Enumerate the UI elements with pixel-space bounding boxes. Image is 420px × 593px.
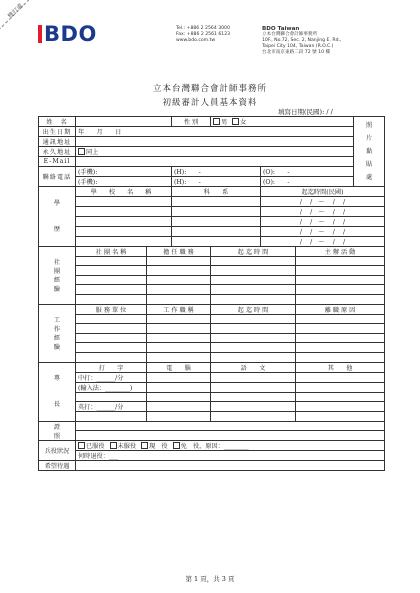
female-checkbox[interactable]: [232, 118, 239, 125]
club-cell[interactable]: [76, 285, 147, 295]
club-role-header: 擔 任 職 務: [147, 246, 211, 256]
work-period-header: 起 迄 時 間: [211, 304, 296, 314]
office-line: 10F., No.72, Sec. 2, Nanjing E. Rd.,: [262, 38, 342, 43]
club-cell[interactable]: [76, 294, 147, 304]
work-cell[interactable]: [76, 314, 147, 324]
skill-cell[interactable]: [296, 372, 385, 382]
license-char: 證: [53, 423, 61, 431]
mail-address-label: 通訊地址: [39, 137, 76, 147]
school-field[interactable]: [76, 196, 172, 206]
office-line: 立本台灣聯合會計師事務所: [262, 32, 318, 37]
female-label: 女: [240, 119, 247, 126]
skill-cell[interactable]: [76, 412, 147, 422]
office-name: BDO Taiwan: [262, 26, 300, 32]
chinese-typing-field[interactable]: 中打：______/分: [76, 372, 147, 382]
skill-cell[interactable]: [211, 392, 296, 402]
expected-salary-label: 希望待遇: [39, 460, 76, 470]
skill-cell[interactable]: [147, 372, 211, 382]
work-cell[interactable]: [296, 333, 385, 343]
department-field[interactable]: [172, 196, 261, 206]
email-label: E-Mail: [39, 157, 76, 167]
served-checkbox[interactable]: [78, 442, 85, 449]
department-header: 科 系: [172, 186, 261, 196]
photo-char: 黏: [365, 147, 373, 155]
contact-info: [176, 26, 230, 44]
photo-char: 片: [365, 134, 373, 142]
club-period-header: 起 迄 時 間: [211, 246, 296, 256]
leave-reason-header: 離 職 原 因: [296, 304, 385, 314]
club-cell[interactable]: [147, 256, 211, 266]
club-cell[interactable]: [296, 285, 385, 295]
gender-label: 性 別: [172, 117, 211, 127]
department-field[interactable]: [172, 216, 261, 226]
skill-cell[interactable]: [147, 402, 211, 412]
education-char: 歷: [53, 225, 61, 233]
mail-address-field[interactable]: [76, 137, 354, 147]
club-cell[interactable]: [211, 294, 296, 304]
employer-header: 服 務 單 位: [76, 304, 147, 314]
club-cell[interactable]: [76, 275, 147, 285]
club-label: [39, 246, 76, 304]
work-cell[interactable]: [211, 333, 296, 343]
photo-char: 照: [365, 121, 373, 129]
expected-salary-field[interactable]: [76, 460, 385, 470]
skill-cell[interactable]: [76, 392, 147, 402]
computer-header: 電 腦: [147, 362, 211, 372]
logo-mark: [38, 25, 42, 43]
photo-char: 處: [365, 173, 373, 181]
work-cell[interactable]: [147, 324, 211, 334]
club-cell[interactable]: [76, 256, 147, 266]
fill-date: 填寫日期(民國): / /: [278, 108, 333, 116]
club-cell[interactable]: [147, 275, 211, 285]
name-label: 姓 名: [39, 117, 76, 127]
personal-data-form: [38, 116, 385, 471]
tel: Tel.: +886 2 2564 3000: [176, 26, 230, 31]
school-field[interactable]: [76, 236, 172, 246]
period-field[interactable]: / / ～ / /: [261, 236, 385, 246]
office-phone-field[interactable]: (O): -: [261, 166, 354, 176]
exempt-label: 免 役，原因：________: [180, 442, 249, 450]
skill-cell[interactable]: [147, 392, 211, 402]
department-field[interactable]: [172, 206, 261, 216]
club-cell[interactable]: [76, 266, 147, 276]
club-name-header: 社 團 名 稱: [76, 246, 147, 256]
corner-label: 雙打處: [6, 2, 25, 21]
club-char: 團: [53, 268, 61, 276]
birth-label: 出生日期: [39, 127, 76, 137]
work-cell[interactable]: [211, 324, 296, 334]
military-options: [76, 440, 385, 450]
club-cell[interactable]: [147, 285, 211, 295]
same-checkbox[interactable]: [78, 148, 85, 155]
photo-area[interactable]: [354, 117, 385, 187]
work-cell[interactable]: [211, 314, 296, 324]
period-field[interactable]: / / ～ / /: [261, 206, 385, 216]
phone-label: 聯絡電話: [39, 166, 76, 186]
club-cell[interactable]: [147, 294, 211, 304]
not-served-label: 未服役: [117, 442, 137, 450]
skills-label: [39, 362, 76, 421]
mobile-field[interactable]: (手機):: [76, 176, 172, 186]
work-char: 工: [53, 317, 61, 325]
male-checkbox[interactable]: [213, 118, 220, 125]
english-typing-field[interactable]: 英打：______/分: [76, 402, 147, 412]
website: www.bdo.com.tw: [176, 38, 216, 43]
page-title: 立本台灣聯合會計師事務所: [152, 84, 267, 94]
birth-field[interactable]: 年 月 日: [76, 127, 354, 137]
typing-header: 打 字: [76, 362, 147, 372]
license-char: 照: [53, 432, 61, 440]
skill-cell[interactable]: [147, 382, 211, 392]
school-field[interactable]: [76, 216, 172, 226]
club-cell[interactable]: [296, 266, 385, 276]
served-label: 已服役: [86, 442, 105, 450]
skill-cell[interactable]: [211, 402, 296, 412]
club-cell[interactable]: [211, 256, 296, 266]
office-line: 台北市南京東路二段 72 號 10 樓: [262, 50, 331, 55]
other-header: 其 他: [296, 362, 385, 372]
name-field[interactable]: [76, 117, 172, 127]
work-char: 經: [53, 335, 61, 343]
mobile-field[interactable]: (手機):: [76, 166, 172, 176]
page-footer: 第 1 頁，共 3 頁: [185, 575, 235, 583]
club-cell[interactable]: [211, 285, 296, 295]
work-cell[interactable]: [296, 324, 385, 334]
work-cell[interactable]: [147, 343, 211, 353]
work-cell[interactable]: [76, 352, 147, 362]
education-char: 學: [53, 199, 61, 207]
club-cell[interactable]: [296, 256, 385, 266]
work-cell[interactable]: [147, 352, 211, 362]
work-cell[interactable]: [296, 352, 385, 362]
job-title-header: 工 作 職 稱: [147, 304, 211, 314]
skills-char: 專: [53, 375, 61, 383]
club-cell[interactable]: [296, 294, 385, 304]
club-activity-header: 主 辦 活 動: [296, 246, 385, 256]
logo-text: BDO: [44, 22, 97, 46]
input-method-field[interactable]: (輸入法：________): [76, 382, 147, 392]
work-cell[interactable]: [296, 343, 385, 353]
period-field[interactable]: / / ～ / /: [261, 226, 385, 236]
home-phone-field[interactable]: (H): -: [172, 166, 261, 176]
school-header: 學 校 名 稱: [76, 186, 172, 196]
work-cell[interactable]: [211, 343, 296, 353]
skill-cell[interactable]: [296, 392, 385, 402]
email-field[interactable]: [76, 157, 354, 167]
school-field[interactable]: [76, 226, 172, 236]
language-header: 語 文: [211, 362, 296, 372]
period-field[interactable]: / / ～ / /: [261, 196, 385, 206]
club-cell[interactable]: [296, 275, 385, 285]
license-label: [39, 421, 76, 440]
work-cell[interactable]: [76, 343, 147, 353]
work-cell[interactable]: [76, 333, 147, 343]
work-cell[interactable]: [211, 352, 296, 362]
home-phone-field[interactable]: (H): -: [172, 176, 261, 186]
male-label: 男: [221, 119, 228, 126]
period-header: 起迄時間(民國): [261, 186, 385, 196]
discharge-field[interactable]: 何時退役：___: [76, 450, 385, 460]
department-field[interactable]: [172, 226, 261, 236]
skill-cell[interactable]: [211, 382, 296, 392]
work-char: 驗: [53, 344, 61, 352]
active-label: 現 役: [149, 442, 168, 450]
club-cell[interactable]: [211, 266, 296, 276]
office-info: [262, 26, 341, 56]
skills-char: 長: [53, 401, 61, 409]
photo-char: 貼: [365, 160, 373, 168]
permanent-address-field[interactable]: [76, 147, 354, 157]
work-cell[interactable]: [147, 333, 211, 343]
club-cell[interactable]: [211, 275, 296, 285]
skill-cell[interactable]: [211, 372, 296, 382]
club-cell[interactable]: [147, 266, 211, 276]
work-label: [39, 304, 76, 362]
club-char: 社: [53, 259, 61, 267]
active-checkbox[interactable]: [141, 442, 148, 449]
work-cell[interactable]: [296, 314, 385, 324]
period-field[interactable]: / / ～ / /: [261, 216, 385, 226]
exempt-checkbox[interactable]: [173, 442, 180, 449]
license-field[interactable]: [76, 431, 385, 441]
department-field[interactable]: [172, 236, 261, 246]
club-char: 驗: [53, 286, 61, 294]
skill-cell[interactable]: [296, 382, 385, 392]
education-label: [39, 186, 76, 246]
license-field[interactable]: [76, 421, 385, 431]
same-label: 同上: [86, 149, 99, 156]
skill-cell[interactable]: [211, 412, 296, 422]
office-line: Taipei City 104, Taiwan (R.O.C.): [262, 44, 334, 49]
work-cell[interactable]: [147, 314, 211, 324]
military-label: 兵役狀況: [39, 440, 76, 460]
bdo-logo: [38, 22, 97, 46]
permanent-address-label: 永久地址: [39, 147, 76, 157]
fax: Fax: +886 2 2561 6123: [176, 32, 231, 37]
work-char: 作: [53, 326, 61, 334]
skill-cell[interactable]: [147, 412, 211, 422]
gender-options: [211, 117, 354, 127]
form-subtitle: 初級審計人員基本資料: [162, 98, 258, 108]
skill-cell[interactable]: [296, 412, 385, 422]
school-field[interactable]: [76, 206, 172, 216]
work-cell[interactable]: [76, 324, 147, 334]
office-phone-field[interactable]: (O): -: [261, 176, 354, 186]
skill-cell[interactable]: [296, 402, 385, 412]
not-served-checkbox[interactable]: [110, 442, 117, 449]
club-char: 經: [53, 277, 61, 285]
